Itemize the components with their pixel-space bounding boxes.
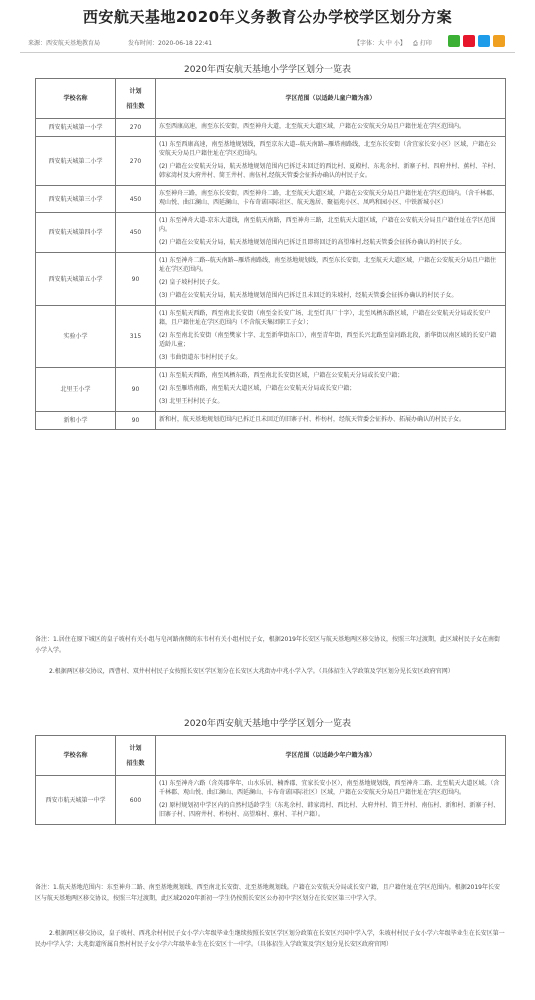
quota-cell: 90 (116, 253, 156, 306)
quota-cell: 450 (116, 213, 156, 253)
school-name-cell: 西安市航天城第一中学 (36, 776, 116, 825)
range-cell (156, 368, 506, 412)
table-header-row (36, 79, 506, 119)
table-row (36, 119, 506, 137)
range-cell (156, 776, 506, 825)
range-item: (3) 韦曲街道东韦村村民子女。 (159, 354, 242, 361)
page-title: 西安航天基地2020年义务教育公办学校学区划分方案 (82, 8, 453, 26)
header-quota-bottom: 招生数 (126, 759, 145, 767)
table-row (36, 253, 506, 306)
table-row (36, 306, 506, 368)
range-item: (2) 东至雁塔南路，南至航天大道区域，户籍在公安航天分局或长安户籍； (159, 385, 356, 392)
range-item: (3) 户籍在公安航天分局，航天基地规划范围内已拆迁且未回迁的朱坡村，经航天管委会征拆办确认的村民子女。 (159, 292, 458, 299)
middle-table-title: 2020年西安航天基地中学学区划分一览表 (184, 719, 351, 729)
school-name-cell: 西安航天城第四小学 (36, 213, 116, 253)
header-quota-top: 计划 (129, 87, 142, 95)
range-item: (1) 东至神舟大道-京东大道线，南至航天南路，西至神舟三路，北至航天大道区域，户籍在公安航天分局且户籍住址在学区范围内。 (159, 217, 496, 233)
header-range: 学区范围（以适龄少年户籍为准） (156, 736, 506, 776)
font-size-selector[interactable]: 【字体：大 中 小】 (354, 40, 406, 47)
range-item: (2) 原村规划初中学区内的自然村适龄学生（东兆余村、韩家湾村、西比村、大府井村、简王井村、南伍村、新和村、新寨子村、旧寨子村、四府井村、柞枋村、高望堆村、蕉村、羊村户籍）。 (159, 802, 500, 818)
middle-district-table (35, 735, 506, 825)
school-name-cell: 北里王小学 (36, 368, 116, 412)
quota-cell: 90 (116, 412, 156, 430)
wechat-share-icon[interactable] (448, 35, 460, 47)
quota-cell: 600 (116, 776, 156, 825)
print-button[interactable] (413, 38, 432, 48)
primary-table-title: 2020年西安航天基地小学学区划分一览表 (184, 65, 351, 75)
table-header-row (36, 736, 506, 776)
quota-cell: 450 (116, 186, 156, 213)
print-label: 打印 (419, 40, 432, 47)
header-school-name: 学校名称 (36, 79, 116, 119)
publish-time: 发布时间：2020-06-18 22:41 (128, 40, 213, 47)
range-item: (2) 户籍在公安航天分局，航天基地规划范围内已拆迁未回迁的西比村、夏殿村、东兆余村、新寨子村、四府井村、蕉村、羊村、韩家湾村及大府井村、简王井村、南伍村,经航天管委会征拆办确认的村民子女。 (159, 163, 500, 179)
school-name-cell: 西安航天城第一小学 (36, 119, 116, 137)
range-cell (156, 253, 506, 306)
table-row (36, 368, 506, 412)
range-item: 新和村，航天基地规划范围内已拆迁且未回迁的旧寨子村、柞枋村，经航天管委会征拆办、拓展办确认的村民子女。 (159, 416, 466, 423)
table-row (36, 776, 506, 825)
table-row (36, 186, 506, 213)
header-quota (116, 736, 156, 776)
range-item: (1) 东至航天西路，南至凤栖东路，西至南北长安街区域，户籍在公安航天分局或长安户籍； (159, 372, 404, 379)
range-item: (2) 皇子坡村村民子女。 (159, 279, 224, 286)
header-quota-bottom: 招生数 (126, 102, 145, 110)
school-name-cell: 西安航天城第三小学 (36, 186, 116, 213)
printer-icon: ⎙ (413, 40, 418, 47)
middle-note-2: 2.根据两区移交协议，皇子坡村、西兆余村村民子女小学六年级毕业生继续按照长安区学区划分政策在长安区兴国中学入学，朱坡村村民子女小学六年级毕业生在长安区第一民办中学入学；大兆街道所属自然村村民子女小学六年级毕业生在长安区十一中学。（具体招生入学政策及学区划分见长安区政府官网） (35, 930, 505, 948)
school-name-cell: 西安航天城第二小学 (36, 137, 116, 186)
range-cell (156, 412, 506, 430)
header-range: 学区范围（以适龄儿童户籍为准） (156, 79, 506, 119)
range-cell (156, 213, 506, 253)
range-item: 东至神舟三路，南至东长安街，西至神舟二路，北至航天大道区域，户籍在公安航天分局且户籍住址在学区范围内。（含千林郡、观山悦、曲江澜山、西延澜山、卡布奇诺国际社区、航天逸居、聚福苑小区、凤鸣和园小区、中铁新城小区） (159, 190, 499, 206)
range-cell (156, 186, 506, 213)
header-school-name: 学校名称 (36, 736, 116, 776)
header-quota (116, 79, 156, 119)
weibo-share-icon[interactable] (463, 35, 475, 47)
quota-cell: 90 (116, 368, 156, 412)
middle-note-1: 备注：1.航天基地范围内：东至神舟二路、南至基地规划线、西至南北长安街、北至基地规划线。户籍在公安航天分局或长安户籍，且户籍住址在学区范围内。根据2019年长安区与航天基地两区移交协议，按照三年过渡期，此区域2020年新初一学生仍按照长安区公办初中学区划分在长安区第三中学入学。 (35, 884, 500, 902)
range-item: (1) 东至神舟二路--航天南路--雁塔南路线，南至基地规划线，西至东长安街，北至航天大道区域，户籍在公安航天分局且户籍住址在学区范围内。 (159, 257, 497, 273)
range-item: (2) 东至南北长安街（南至樊家十字、北至新华街东口），南至青年街，西至长兴北路至皇河路北段，新华街以南区域的长安户籍适龄儿童； (159, 332, 497, 348)
table-row (36, 412, 506, 430)
more-share-icon[interactable] (493, 35, 505, 47)
range-item: (3) 北里王村村民子女。 (159, 398, 224, 405)
meta-bar (20, 32, 515, 53)
qq-share-icon[interactable] (478, 35, 490, 47)
school-name-cell: 新和小学 (36, 412, 116, 430)
primary-note-2: 2.根据两区移交协议，西曹村、双井村村民子女按照长安区学区划分在长安区大兆街办中兆小学入学。（具体招生入学政策及学区划分见长安区政府官网） (49, 668, 454, 675)
table-row (36, 137, 506, 186)
school-name-cell: 实验小学 (36, 306, 116, 368)
range-item: (2) 户籍在公安航天分局，航天基地规划范围内已拆迁且即将回迁的高望堆村,经航天管委会征拆办确认的村民子女。 (159, 239, 466, 246)
primary-note-1: 备注：1.居住在原下城区的皇子坡村有关小组与皂河路南侧的东韦村有关小组村民子女，根据2019年长安区与航天基地两区移交协议，按照三年过渡期，此区域村民子女在南街小学入学。 (35, 636, 500, 654)
table-row (36, 213, 506, 253)
school-name-cell: 西安航天城第五小学 (36, 253, 116, 306)
quota-cell: 315 (116, 306, 156, 368)
range-cell (156, 119, 506, 137)
primary-district-table (35, 78, 506, 430)
source-text: 来源：西安航天基地教育局 (28, 40, 101, 47)
range-cell (156, 306, 506, 368)
range-cell (156, 137, 506, 186)
quota-cell: 270 (116, 137, 156, 186)
quota-cell: 270 (116, 119, 156, 137)
range-item: (1) 东至航天西路，西至南北长安街（南至金长安广场、北至灯具厂十字），北至凤栖东路区域，户籍在公安航天分局或长安户籍，且户籍住址在学区范围内（不含航天集团职工子女）； (159, 310, 491, 326)
range-item: (1) 东至西康高速，南至基地规划线，西至京东大道--航天南路--雁塔南路线，北至东长安街（含宜家长安小区）区域，户籍在公安航天分局且户籍住址在学区范围内。 (159, 141, 497, 157)
header-quota-top: 计划 (129, 744, 142, 752)
range-item: 东至西康高速，南至东长安街，西至神舟大道，北至航天大道区域，户籍在公安航天分局且户籍住址在学区范围内。 (159, 123, 466, 130)
range-item: (1) 东至神舟六路（含英郡华年、山水乐居、楠香郡、宜家长安小区），南至基地规划线，西至神舟二路、北至航天大道区域。（含千林郡、观山悦、曲江澜山、西延澜山、卡布奇诺国际社区）区域，户籍在公安航天分局且户籍住址在学区范围内。 (159, 780, 500, 796)
